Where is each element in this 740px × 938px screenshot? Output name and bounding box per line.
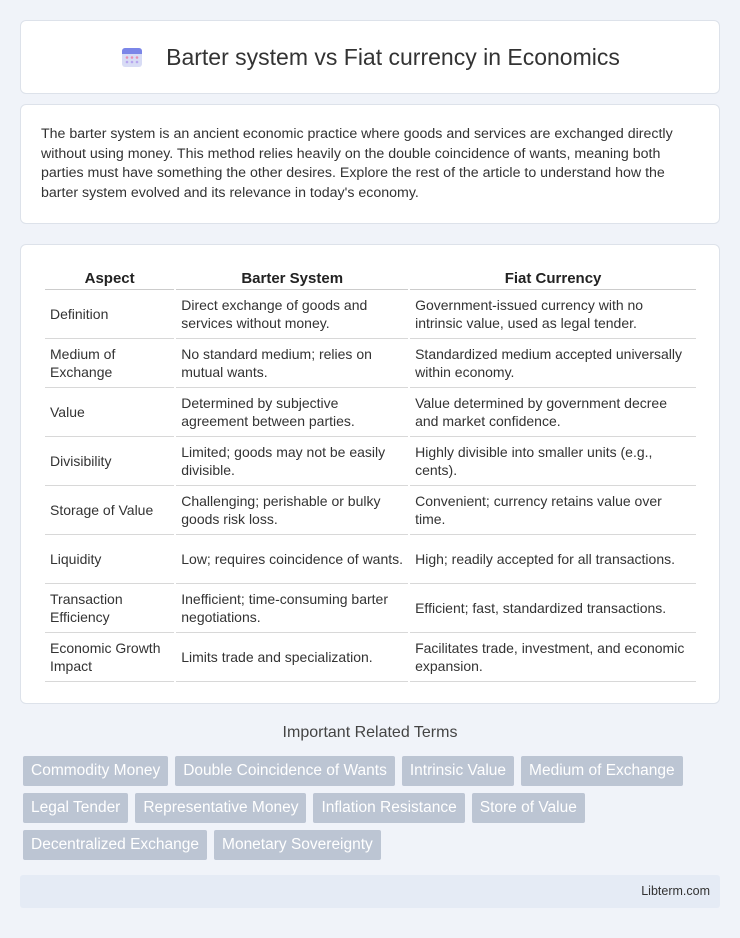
table-cell: Economic Growth Impact	[45, 633, 174, 682]
table-cell: Challenging; perishable or bulky goods risk loss.	[176, 486, 408, 535]
tag-medium-of-exchange[interactable]: Medium of Exchange	[521, 756, 683, 786]
tag-double-coincidence-of-wants[interactable]: Double Coincidence of Wants	[175, 756, 395, 786]
header-card	[20, 20, 720, 94]
table-cell: Value determined by government decree and market confidence.	[410, 388, 696, 437]
table-cell: Efficient; fast, standardized transactions.	[410, 584, 696, 633]
table-row	[45, 584, 696, 633]
calendar-grid-icon	[120, 45, 144, 69]
table-cell: Highly divisible into smaller units (e.g., cents).	[410, 437, 696, 486]
table-cell: Government-issued currency with no intrinsic value, used as legal tender.	[410, 290, 696, 339]
tag-representative-money[interactable]: Representative Money	[135, 793, 306, 823]
footer	[20, 875, 720, 908]
tag-row	[23, 830, 723, 860]
tag-row	[23, 793, 723, 823]
tag-row	[23, 756, 723, 786]
tag-monetary-sovereignty[interactable]: Monetary Sovereignty	[214, 830, 381, 860]
table-row	[45, 486, 696, 535]
table-row	[45, 388, 696, 437]
intro-text: The barter system is an ancient economic practice where goods and services are exchanged directly without using money. This method relies heavily on the double coincidence of wants, meaning both parties must have something the other desires. Explore the rest of the article to understand how the barter system evolved and its relevance in today's economy.	[41, 126, 673, 201]
table-cell: No standard medium; relies on mutual wants.	[176, 339, 408, 388]
comparison-table-card	[20, 244, 720, 704]
table-cell: Value	[45, 388, 174, 437]
header-barter-system: Barter System	[176, 265, 408, 290]
table-cell: Divisibility	[45, 437, 174, 486]
table-cell: Definition	[45, 290, 174, 339]
table-cell: Liquidity	[45, 535, 174, 584]
table-row	[45, 290, 696, 339]
tag-intrinsic-value[interactable]: Intrinsic Value	[402, 756, 514, 786]
table-cell: Convenient; currency retains value over time.	[410, 486, 696, 535]
table-cell: Storage of Value	[45, 486, 174, 535]
table-cell: Determined by subjective agreement between parties.	[176, 388, 408, 437]
table-cell: Low; requires coincidence of wants.	[176, 535, 408, 584]
footer-brand-link[interactable]: Libterm.com	[641, 884, 710, 898]
tag-decentralized-exchange[interactable]: Decentralized Exchange	[23, 830, 207, 860]
tag-legal-tender[interactable]: Legal Tender	[23, 793, 128, 823]
table-row	[45, 633, 696, 682]
header-aspect: Aspect	[45, 265, 174, 290]
table-cell: Limited; goods may not be easily divisible.	[176, 437, 408, 486]
table-header-row	[45, 265, 696, 290]
table-cell: Limits trade and specialization.	[176, 633, 408, 682]
table-row	[45, 339, 696, 388]
table-cell: Standardized medium accepted universally within economy.	[410, 339, 696, 388]
tag-commodity-money[interactable]: Commodity Money	[23, 756, 168, 786]
tag-store-of-value[interactable]: Store of Value	[472, 793, 585, 823]
table-cell: Direct exchange of goods and services without money.	[176, 290, 408, 339]
header-fiat-currency: Fiat Currency	[410, 265, 696, 290]
related-terms-list	[23, 756, 723, 867]
header	[120, 44, 620, 71]
intro-card	[20, 104, 720, 224]
table-row	[45, 535, 696, 584]
related-terms-title: Important Related Terms	[282, 724, 458, 741]
table-cell: Medium of Exchange	[45, 339, 174, 388]
page-title: Barter system vs Fiat currency in Economics	[166, 43, 620, 70]
tag-inflation-resistance[interactable]: Inflation Resistance	[313, 793, 464, 823]
table-cell: Inefficient; time-consuming barter negotiations.	[176, 584, 408, 633]
table-row	[45, 437, 696, 486]
table-cell: High; readily accepted for all transactions.	[410, 535, 696, 584]
table-cell: Facilitates trade, investment, and economic expansion.	[410, 633, 696, 682]
comparison-table	[43, 265, 698, 682]
table-cell: Transaction Efficiency	[45, 584, 174, 633]
